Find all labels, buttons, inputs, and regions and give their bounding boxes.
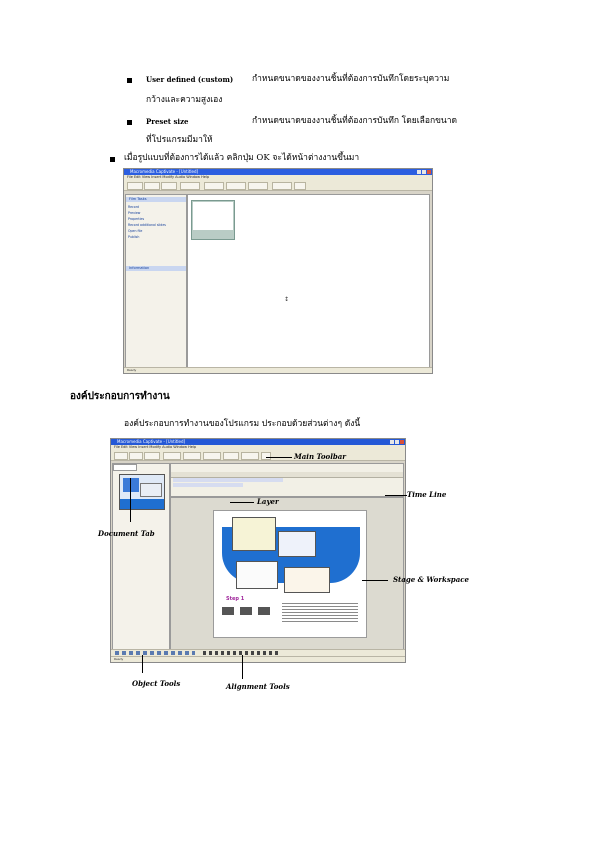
timeline-panel bbox=[170, 463, 404, 497]
main-toolbar bbox=[111, 450, 405, 461]
maximize-icon[interactable] bbox=[422, 170, 426, 174]
slide-caption-text bbox=[282, 601, 358, 623]
window-title: Macromedia Captivate - [Untitled] bbox=[117, 439, 186, 444]
task-item[interactable]: Record bbox=[128, 205, 140, 209]
workspace bbox=[187, 194, 430, 368]
task-item[interactable]: Record additional slides bbox=[128, 223, 166, 227]
bullet-desc: กว้างและความสูงเอง bbox=[146, 95, 223, 105]
maximize-icon[interactable] bbox=[395, 440, 399, 444]
toolbar-button[interactable] bbox=[163, 452, 181, 460]
task-item[interactable]: Publish bbox=[128, 235, 140, 239]
toolbar-button[interactable] bbox=[248, 182, 268, 190]
callout-arrow bbox=[142, 655, 143, 673]
toolbar-button[interactable] bbox=[183, 452, 201, 460]
bullet-term-preset: Preset size bbox=[146, 117, 189, 126]
callout-arrow bbox=[385, 495, 407, 496]
stage-workspace bbox=[170, 497, 404, 653]
toolbar-button[interactable] bbox=[144, 182, 160, 190]
back-button[interactable] bbox=[222, 607, 234, 615]
toolbar-button[interactable] bbox=[203, 452, 221, 460]
task-item[interactable]: Preview bbox=[128, 211, 141, 215]
callout-timeline: Time Line bbox=[407, 490, 447, 499]
toolbar-button[interactable] bbox=[226, 182, 246, 190]
toolbar-button[interactable] bbox=[129, 452, 143, 460]
toolbar-button[interactable] bbox=[127, 182, 143, 190]
callout-layer: Layer bbox=[257, 497, 279, 506]
callout-arrow bbox=[130, 478, 131, 522]
task-item[interactable]: Open file bbox=[128, 229, 143, 233]
callout-arrow bbox=[362, 580, 388, 581]
section-heading: องค์ประกอบการทำงาน bbox=[70, 391, 170, 402]
bullet-marker bbox=[127, 120, 132, 125]
toolbar-button[interactable] bbox=[261, 452, 271, 460]
slide-step-caption: Step 1 bbox=[226, 596, 245, 602]
main-toolbar bbox=[124, 180, 432, 191]
toolbar-button[interactable] bbox=[272, 182, 292, 190]
document-tab[interactable] bbox=[113, 464, 137, 471]
close-icon[interactable] bbox=[427, 170, 431, 174]
minimize-icon[interactable] bbox=[390, 440, 394, 444]
callout-main-toolbar: Main Toolbar bbox=[294, 452, 346, 461]
toolbar-button[interactable] bbox=[223, 452, 239, 460]
timeline-layer[interactable] bbox=[173, 478, 283, 482]
forward-button[interactable] bbox=[258, 607, 270, 615]
slide-thumbnail[interactable] bbox=[119, 474, 165, 510]
object-tools[interactable] bbox=[115, 651, 195, 655]
toolbar-button[interactable] bbox=[180, 182, 200, 190]
bullet-desc: กำหนดขนาดของงานชิ้นที่ต้องการบันทึกโดยระบุความ bbox=[252, 74, 450, 84]
slide-window bbox=[236, 561, 278, 589]
playback-controls bbox=[222, 607, 270, 615]
bullet-term-user-defined: User defined (custom) bbox=[146, 75, 234, 84]
task-pane bbox=[125, 194, 187, 368]
minimize-icon[interactable] bbox=[417, 170, 421, 174]
section-intro: องค์ประกอบการทำงานของโปรแกรม ประกอบด้วยส่วนต่างๆ ดังนี้ bbox=[124, 419, 361, 429]
close-icon[interactable] bbox=[400, 440, 404, 444]
window-title: Macromedia Captivate - [Untitled] bbox=[130, 169, 199, 174]
bullet-marker bbox=[110, 157, 115, 162]
callout-stage: Stage & Workspace bbox=[393, 575, 469, 584]
status-bar: Ready bbox=[124, 367, 432, 373]
callout-arrow bbox=[266, 457, 292, 458]
toolbar-button[interactable] bbox=[204, 182, 224, 190]
bullet-marker bbox=[127, 78, 132, 83]
timeline-layer[interactable] bbox=[173, 483, 243, 487]
slide-stage[interactable] bbox=[213, 510, 367, 638]
document-tab-panel bbox=[112, 463, 170, 653]
callout-alignment-tools: Alignment Tools bbox=[226, 682, 290, 691]
instruction-text: เมื่อรูปแบบที่ต้องการได้แล้ว คลิกปุ่ม OK จะได้หน้าต่างงานขึ้นมา bbox=[124, 153, 360, 163]
menu-bar[interactable]: File Edit View Insert Modify Audio Window Help bbox=[111, 445, 405, 450]
task-pane-header: Film Tasks bbox=[126, 197, 186, 202]
callout-object-tools: Object Tools bbox=[132, 679, 181, 688]
callout-arrow bbox=[230, 502, 254, 503]
cursor-icon: ↕ bbox=[284, 296, 290, 303]
bottom-toolbar bbox=[111, 649, 405, 656]
toolbar-button[interactable] bbox=[294, 182, 306, 190]
slide-window bbox=[284, 567, 330, 593]
menu-bar[interactable]: File Edit View Insert Modify Audio Window Help bbox=[124, 175, 432, 180]
toolbar-button[interactable] bbox=[161, 182, 177, 190]
slide-thumbnail[interactable] bbox=[191, 200, 235, 240]
toolbar-button[interactable] bbox=[114, 452, 128, 460]
callout-arrow bbox=[242, 655, 243, 679]
info-header: Information bbox=[126, 266, 186, 271]
callout-document-tab: Document Tab bbox=[98, 529, 155, 538]
toolbar-button[interactable] bbox=[144, 452, 160, 460]
toolbar-button[interactable] bbox=[241, 452, 259, 460]
task-item[interactable]: Properties bbox=[128, 217, 145, 221]
bullet-desc: กำหนดขนาดของงานชิ้นที่ต้องการบันทึก โดยเลือกขนาด bbox=[252, 116, 458, 126]
screenshot-empty-project bbox=[123, 168, 433, 374]
screenshot-captivate-workspace bbox=[110, 438, 406, 663]
status-bar: Ready bbox=[111, 656, 405, 662]
slide-window bbox=[232, 517, 276, 551]
slide-window bbox=[278, 531, 316, 557]
bullet-desc: ที่โปรแกรมมีมาให้ bbox=[146, 135, 213, 145]
pause-button[interactable] bbox=[240, 607, 252, 615]
